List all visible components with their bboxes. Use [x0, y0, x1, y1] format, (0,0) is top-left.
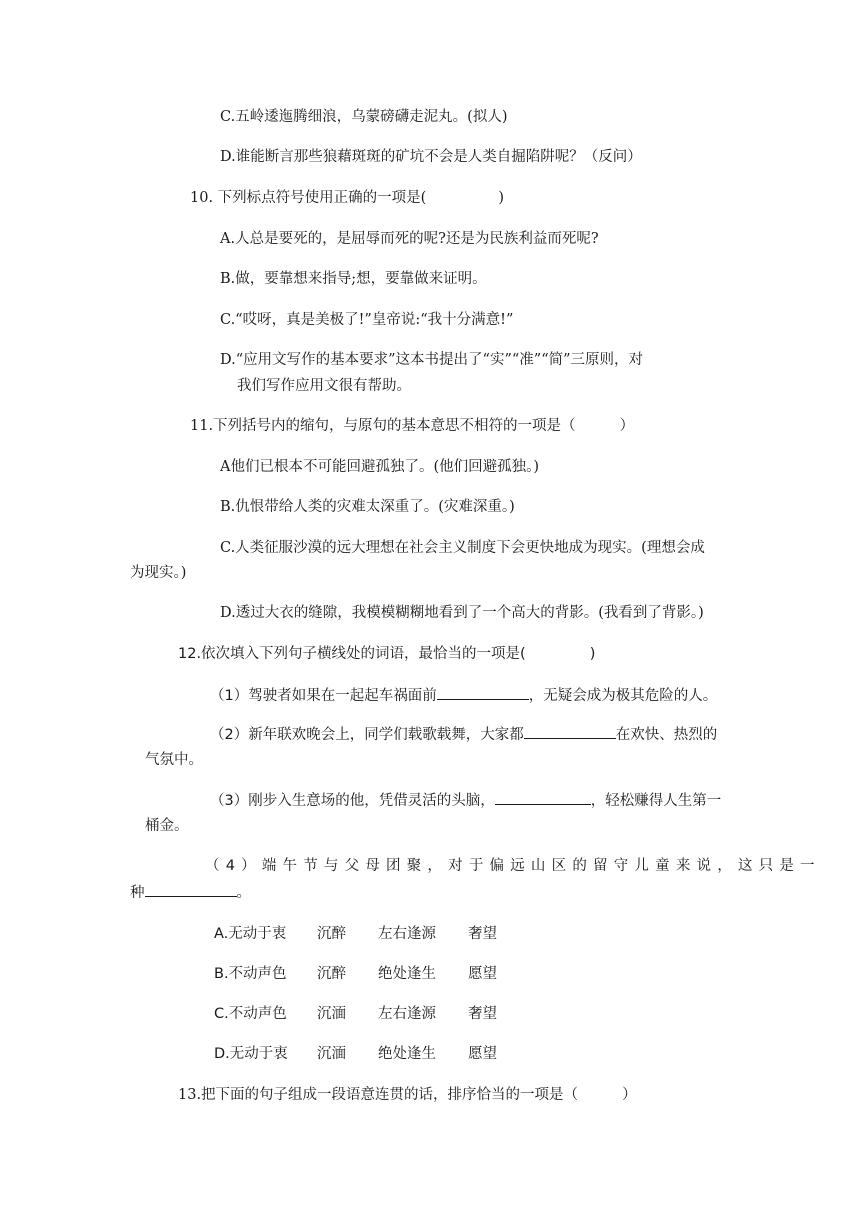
q11-option-a: A他们已根本不可能回避孤独了。(他们回避孤独。)	[220, 459, 540, 475]
q12-s3-after: ，轻松赚得人生第一	[590, 793, 722, 809]
q12-sentence-2-line2: 气氛中。	[145, 752, 203, 768]
q12-option-word-4: 奢望	[468, 1006, 497, 1022]
q12-option-word-3: 绝处逢生	[378, 966, 436, 982]
q9-option-c: C.五岭逶迤腾细浪，乌蒙磅礴走泥丸。(拟人)	[220, 109, 508, 125]
q12-option-word-2: 沉湎	[317, 1046, 346, 1062]
q11-option-b: B.仇恨带给人类的灾难太深重了。(灾难深重。)	[220, 499, 515, 515]
q12-option-label: D.无动于衷	[214, 1046, 288, 1062]
q12-option-word-4: 奢望	[468, 926, 497, 942]
q10-option-d-line2: 我们写作应用文很有帮助。	[237, 378, 411, 394]
q10-stem-text: 10. 下列标点符号使用正确的一项是(	[190, 190, 427, 206]
q11-option-c-line1: C.人类征服沙漠的远大理想在社会主义制度下会更快地成为现实。(理想会成	[220, 540, 705, 556]
q12-option-label: B.不动声色	[214, 966, 287, 982]
q12-option-label: A.无动于衷	[214, 926, 287, 942]
q12-s4-before: 种	[130, 885, 145, 901]
q11-stem	[190, 416, 634, 436]
q12-option-word-2: 沉醉	[317, 926, 346, 942]
q12-sentence-4-line2	[130, 882, 251, 903]
q12-s2-blank	[524, 724, 616, 739]
q12-option-word-3: 绝处逢生	[378, 1046, 436, 1062]
q12-sentence-4-line1: （4）端午节与父母团聚，对于偏远山区的留守儿童来说，这只是一	[205, 858, 821, 874]
q12-s1-before: （1）驾驶者如果在一起起车祸面前	[210, 688, 437, 704]
q12-stem	[178, 644, 595, 664]
q10-option-d-line1: D.“应用文写作的基本要求”这本书提出了“实”“准”“简”三原则，对	[220, 352, 644, 368]
q11-option-d: D.透过大衣的缝隙，我模模糊糊地看到了一个高大的背影。(我看到了背影。)	[220, 605, 704, 621]
q12-s2-after: 在欢快、热烈的	[615, 727, 718, 743]
q10-option-a: A.人总是要死的，是屈辱而死的呢?还是为民族利益而死呢?	[220, 231, 599, 247]
q10-option-c: C.“哎呀，真是美极了!”皇帝说:“我十分满意!”	[220, 312, 514, 328]
q12-sentence-1	[210, 685, 717, 706]
q13-paren-close: ）	[622, 1087, 637, 1103]
q12-s4-blank	[145, 882, 237, 897]
q12-option-word-2: 沉湎	[317, 1006, 346, 1022]
q12-s1-blank	[437, 685, 529, 700]
q12-s2-before: （2）新年联欢晚会上，同学们载歌载舞，大家都	[210, 727, 524, 743]
q12-sentence-3-line2: 桶金。	[145, 818, 189, 834]
q12-paren-close: )	[589, 646, 596, 662]
q10-paren-close: )	[498, 190, 504, 206]
q11-paren-close: ）	[619, 418, 635, 434]
q12-s4-after: 。	[236, 885, 251, 901]
q12-s3-before: （3）刚步入生意场的他，凭借灵活的头脑，	[210, 793, 495, 809]
q12-option-word-3: 左右逢源	[378, 1006, 436, 1022]
q12-option-word-4: 愿望	[468, 966, 497, 982]
q12-sentence-2-line1	[210, 724, 717, 745]
q13-stem-text: 13.把下面的句子组成一段语意连贯的话，排序恰当的一项是（	[178, 1087, 579, 1103]
q11-stem-text: 11.下列括号内的缩句，与原句的基本意思不相符的一项是（	[190, 418, 576, 434]
q12-option-label: C.不动声色	[214, 1006, 287, 1022]
q12-option-word-3: 左右逢源	[378, 926, 436, 942]
q13-stem	[178, 1085, 637, 1105]
q10-stem	[190, 188, 504, 208]
q9-option-d: D.谁能断言那些狼藉斑斑的矿坑不会是人类自掘陷阱呢？（反问）	[220, 149, 642, 165]
q10-option-b: B.做，要靠想来指导;想，要靠做来证明。	[220, 271, 487, 287]
q12-s3-blank	[495, 790, 591, 805]
q12-option-word-4: 愿望	[468, 1046, 497, 1062]
q12-option-word-2: 沉醉	[317, 966, 346, 982]
q12-sentence-3-line1	[210, 790, 721, 811]
q11-option-c-line2: 为现实。)	[130, 565, 187, 581]
q12-s1-after: ，无疑会成为极其危险的人。	[528, 688, 718, 704]
q12-stem-text: 12.依次填入下列句子横线处的词语，最恰当的一项是(	[178, 646, 526, 662]
